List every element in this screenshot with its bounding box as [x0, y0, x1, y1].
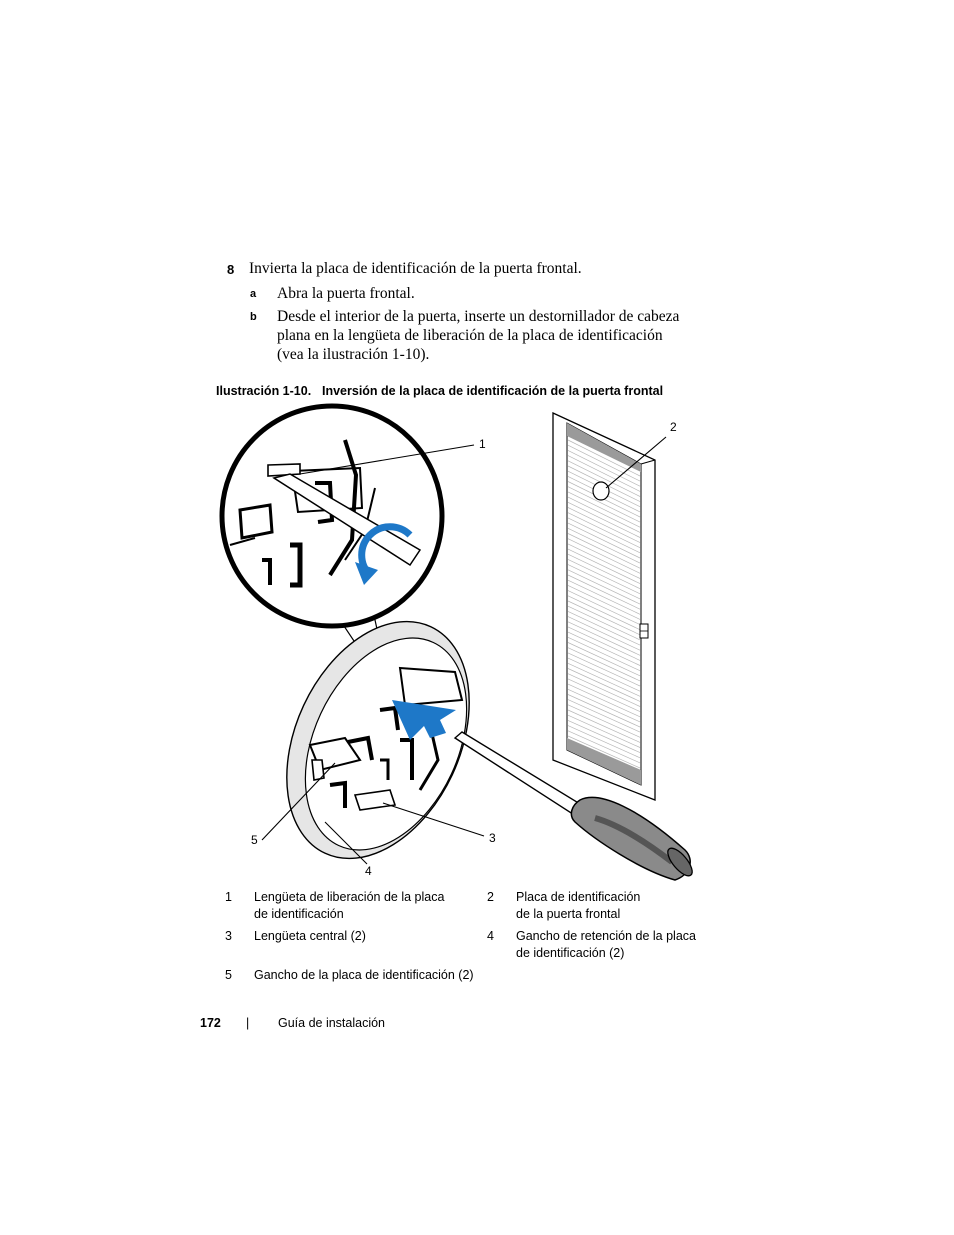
legend-text-1-line-2: de identificación — [254, 907, 344, 921]
substep-b-line-2: plana en la lengüeta de liberación de la placa de identificación — [277, 327, 663, 344]
zoom-circle — [222, 406, 442, 626]
legend-num-3: 3 — [225, 929, 232, 943]
substep-b-label-text: b — [250, 311, 257, 323]
callout-3: 3 — [489, 831, 496, 845]
legend-num-4: 4 — [487, 929, 494, 943]
legend-text-2-line-2: de la puerta frontal — [516, 907, 621, 921]
legend-text-2-line-1: Placa de identificación — [516, 890, 641, 904]
callout-5: 5 — [251, 833, 258, 847]
legend-text-5-line-1: Gancho de la placa de identificación (2) — [254, 968, 474, 982]
legend-text-4-line-1: Gancho de retención de la placa — [516, 929, 696, 943]
page-number: 172 — [200, 1016, 221, 1030]
front-door-drawing — [553, 413, 655, 800]
legend-text-3 — [254, 928, 366, 945]
step-number: 8 — [227, 262, 235, 277]
legend-num-1: 1 — [225, 890, 232, 904]
callout-2: 2 — [670, 420, 677, 434]
substep-b-line-3: (vea la ilustración 1-10). — [277, 346, 430, 363]
footer-separator: | — [246, 1016, 250, 1030]
callout-4: 4 — [365, 864, 372, 878]
legend-text-1 — [254, 889, 444, 923]
substep-a-text: Abra la puerta frontal. — [277, 285, 415, 302]
badge-on-door — [593, 482, 609, 500]
legend-num-5: 5 — [225, 968, 232, 982]
legend-text-3-line-1: Lengüeta central (2) — [254, 929, 366, 943]
legend-text-4 — [516, 928, 696, 962]
footer-title: Guía de instalación — [278, 1016, 386, 1030]
substep-a-label: a — [250, 288, 257, 300]
callout-1: 1 — [479, 437, 486, 451]
step-text: Invierta la placa de identificación de la puerta frontal. — [249, 260, 582, 277]
figure-caption-title: Inversión de la placa de identificación de la puerta frontal — [322, 384, 664, 398]
legend-text-1-line-1: Lengüeta de liberación de la placa — [254, 890, 445, 904]
figure-caption-label: Ilustración 1-10. — [216, 384, 312, 398]
legend-text-5 — [254, 967, 474, 984]
legend-num-2: 2 — [487, 890, 494, 904]
legend-text-2 — [516, 889, 640, 923]
legend-text-4-line-2: de identificación (2) — [516, 946, 625, 960]
substep-b-line-1: Desde el interior de la puerta, inserte un destornillador de cabeza — [277, 308, 680, 325]
